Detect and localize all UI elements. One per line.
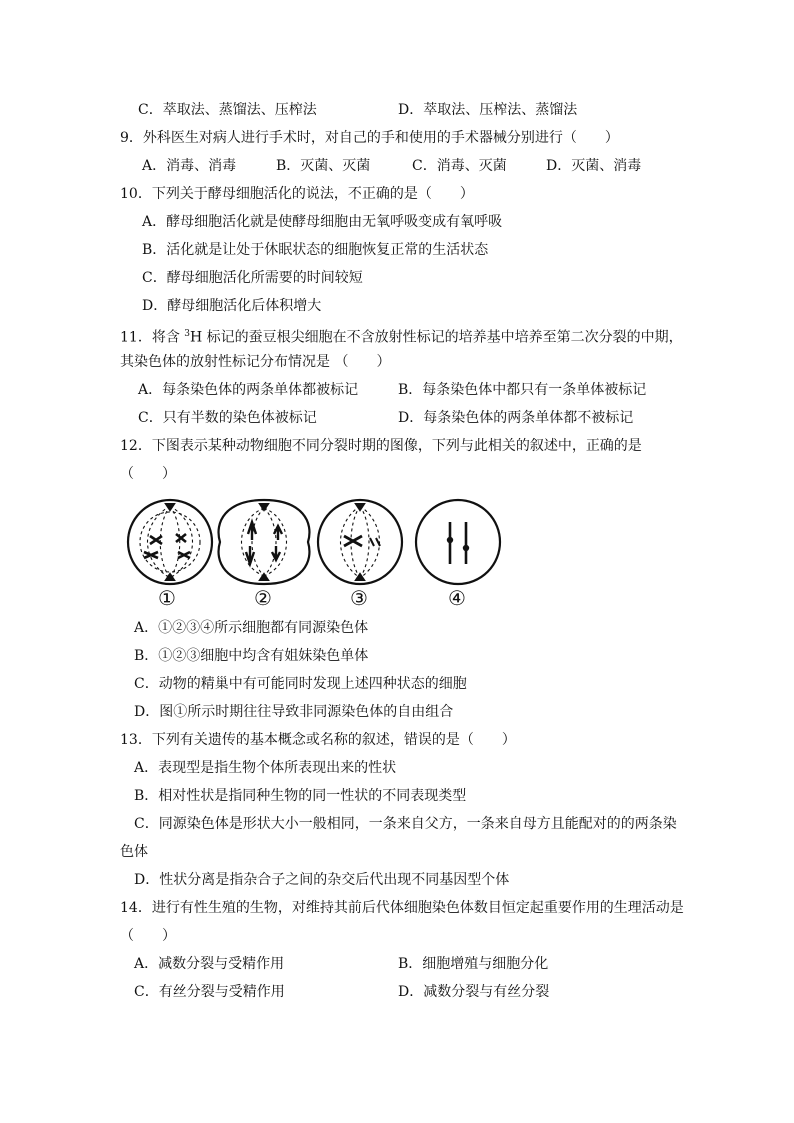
cell-1 [128, 500, 212, 584]
cell-2 [219, 500, 310, 584]
q12-option-a: A．①②③④所示细胞都有同源染色体 [134, 620, 369, 636]
q9-option-d: D．灭菌、消毒 [546, 158, 642, 174]
q13-option-c-line1: C．同源染色体是形状大小一般相同，一条来自父方，一条来自母方且能配对的的两条染 [134, 816, 677, 832]
q8-option-d: D．萃取法、压榨法、蒸馏法 [398, 102, 578, 118]
q9-option-a: A．消毒、消毒 [142, 158, 237, 174]
q10-option-a: A．酵母细胞活化就是使酵母细胞由无氧呼吸变成有氧呼吸 [142, 214, 503, 230]
q11-option-b: B．每条染色体中都只有一条单体被标记 [398, 382, 647, 398]
q10-option-d: D．酵母细胞活化后体积增大 [142, 298, 322, 314]
q10-stem: 10．下列关于酵母细胞活化的说法，不正确的是（ ） [120, 186, 474, 202]
q10-option-b: B．活化就是让处于休眠状态的细胞恢复正常的生活状态 [142, 242, 489, 258]
q13-option-a: A．表现型是指生物个体所表现出来的性状 [134, 760, 397, 776]
q12-stem-line1: 12．下图表示某种动物细胞不同分裂时期的图像，下列与此相关的叙述中，正确的是 [120, 438, 642, 454]
q14-stem-line2: （ ） [120, 928, 176, 944]
figure-label-3: ③ [350, 586, 368, 610]
q9-option-c: C．消毒、灭菌 [412, 158, 507, 174]
q14-stem-line1: 14．进行有性生殖的生物，对维持其前后代体细胞染色体数目恒定起重要作用的生理活动是 [120, 900, 684, 916]
q12-option-d: D．图①所示时期往往导致非同源染色体的自由组合 [134, 704, 454, 720]
cell-division-figure [124, 494, 514, 614]
q9-stem: 9．外科医生对病人进行手术时，对自己的手和使用的手术器械分别进行（ ） [120, 130, 619, 146]
q12-stem-line2: （ ） [120, 466, 176, 482]
q14-option-a: A．减数分裂与受精作用 [134, 956, 285, 972]
cell-4 [416, 500, 500, 584]
q9-option-b: B．灭菌、灭菌 [276, 158, 371, 174]
q14-option-b: B．细胞增殖与细胞分化 [398, 956, 549, 972]
q8-option-c: C．萃取法、蒸馏法、压榨法 [138, 102, 317, 118]
q12-option-c: C．动物的精巢中有可能同时发现上述四种状态的细胞 [134, 676, 467, 692]
q14-option-c: C．有丝分裂与受精作用 [134, 984, 285, 1000]
cell-3 [318, 500, 402, 584]
q11-option-a: A．每条染色体的两条单体都被标记 [138, 382, 359, 398]
q12-option-b: B．①②③细胞中均含有姐妹染色单体 [134, 648, 369, 664]
q13-stem: 13．下列有关遗传的基本概念或名称的叙述，错误的是（ ） [120, 732, 516, 748]
q14-option-d: D．减数分裂与有丝分裂 [398, 984, 550, 1000]
q13-option-c-line2: 色体 [120, 844, 148, 860]
q11-option-d: D．每条染色体的两条单体都不被标记 [398, 410, 634, 426]
q11-stem-line2: 其染色体的放射性标记分布情况是 （ ） [120, 354, 391, 370]
q11-stem-pre: 11．将含 [120, 329, 185, 346]
figure-label-4: ④ [448, 586, 466, 610]
figure-label-2: ② [254, 586, 272, 610]
q11-superscript: 3 [184, 329, 190, 339]
figure-label-1: ① [158, 586, 176, 610]
q13-option-d: D．性状分离是指杂合子之间的杂交后代出现不同基因型个体 [134, 872, 510, 888]
q11-stem-post: H 标记的蚕豆根尖细胞在不含放射性标记的培养基中培养至第二次分裂的中期， [190, 329, 683, 346]
q13-option-b: B．相对性状是指同种生物的同一性状的不同表现类型 [134, 788, 467, 804]
q11-stem-line1 [120, 325, 683, 347]
q10-option-c: C．酵母细胞活化所需要的时间较短 [142, 270, 363, 286]
q11-option-c: C．只有半数的染色体被标记 [138, 410, 317, 426]
